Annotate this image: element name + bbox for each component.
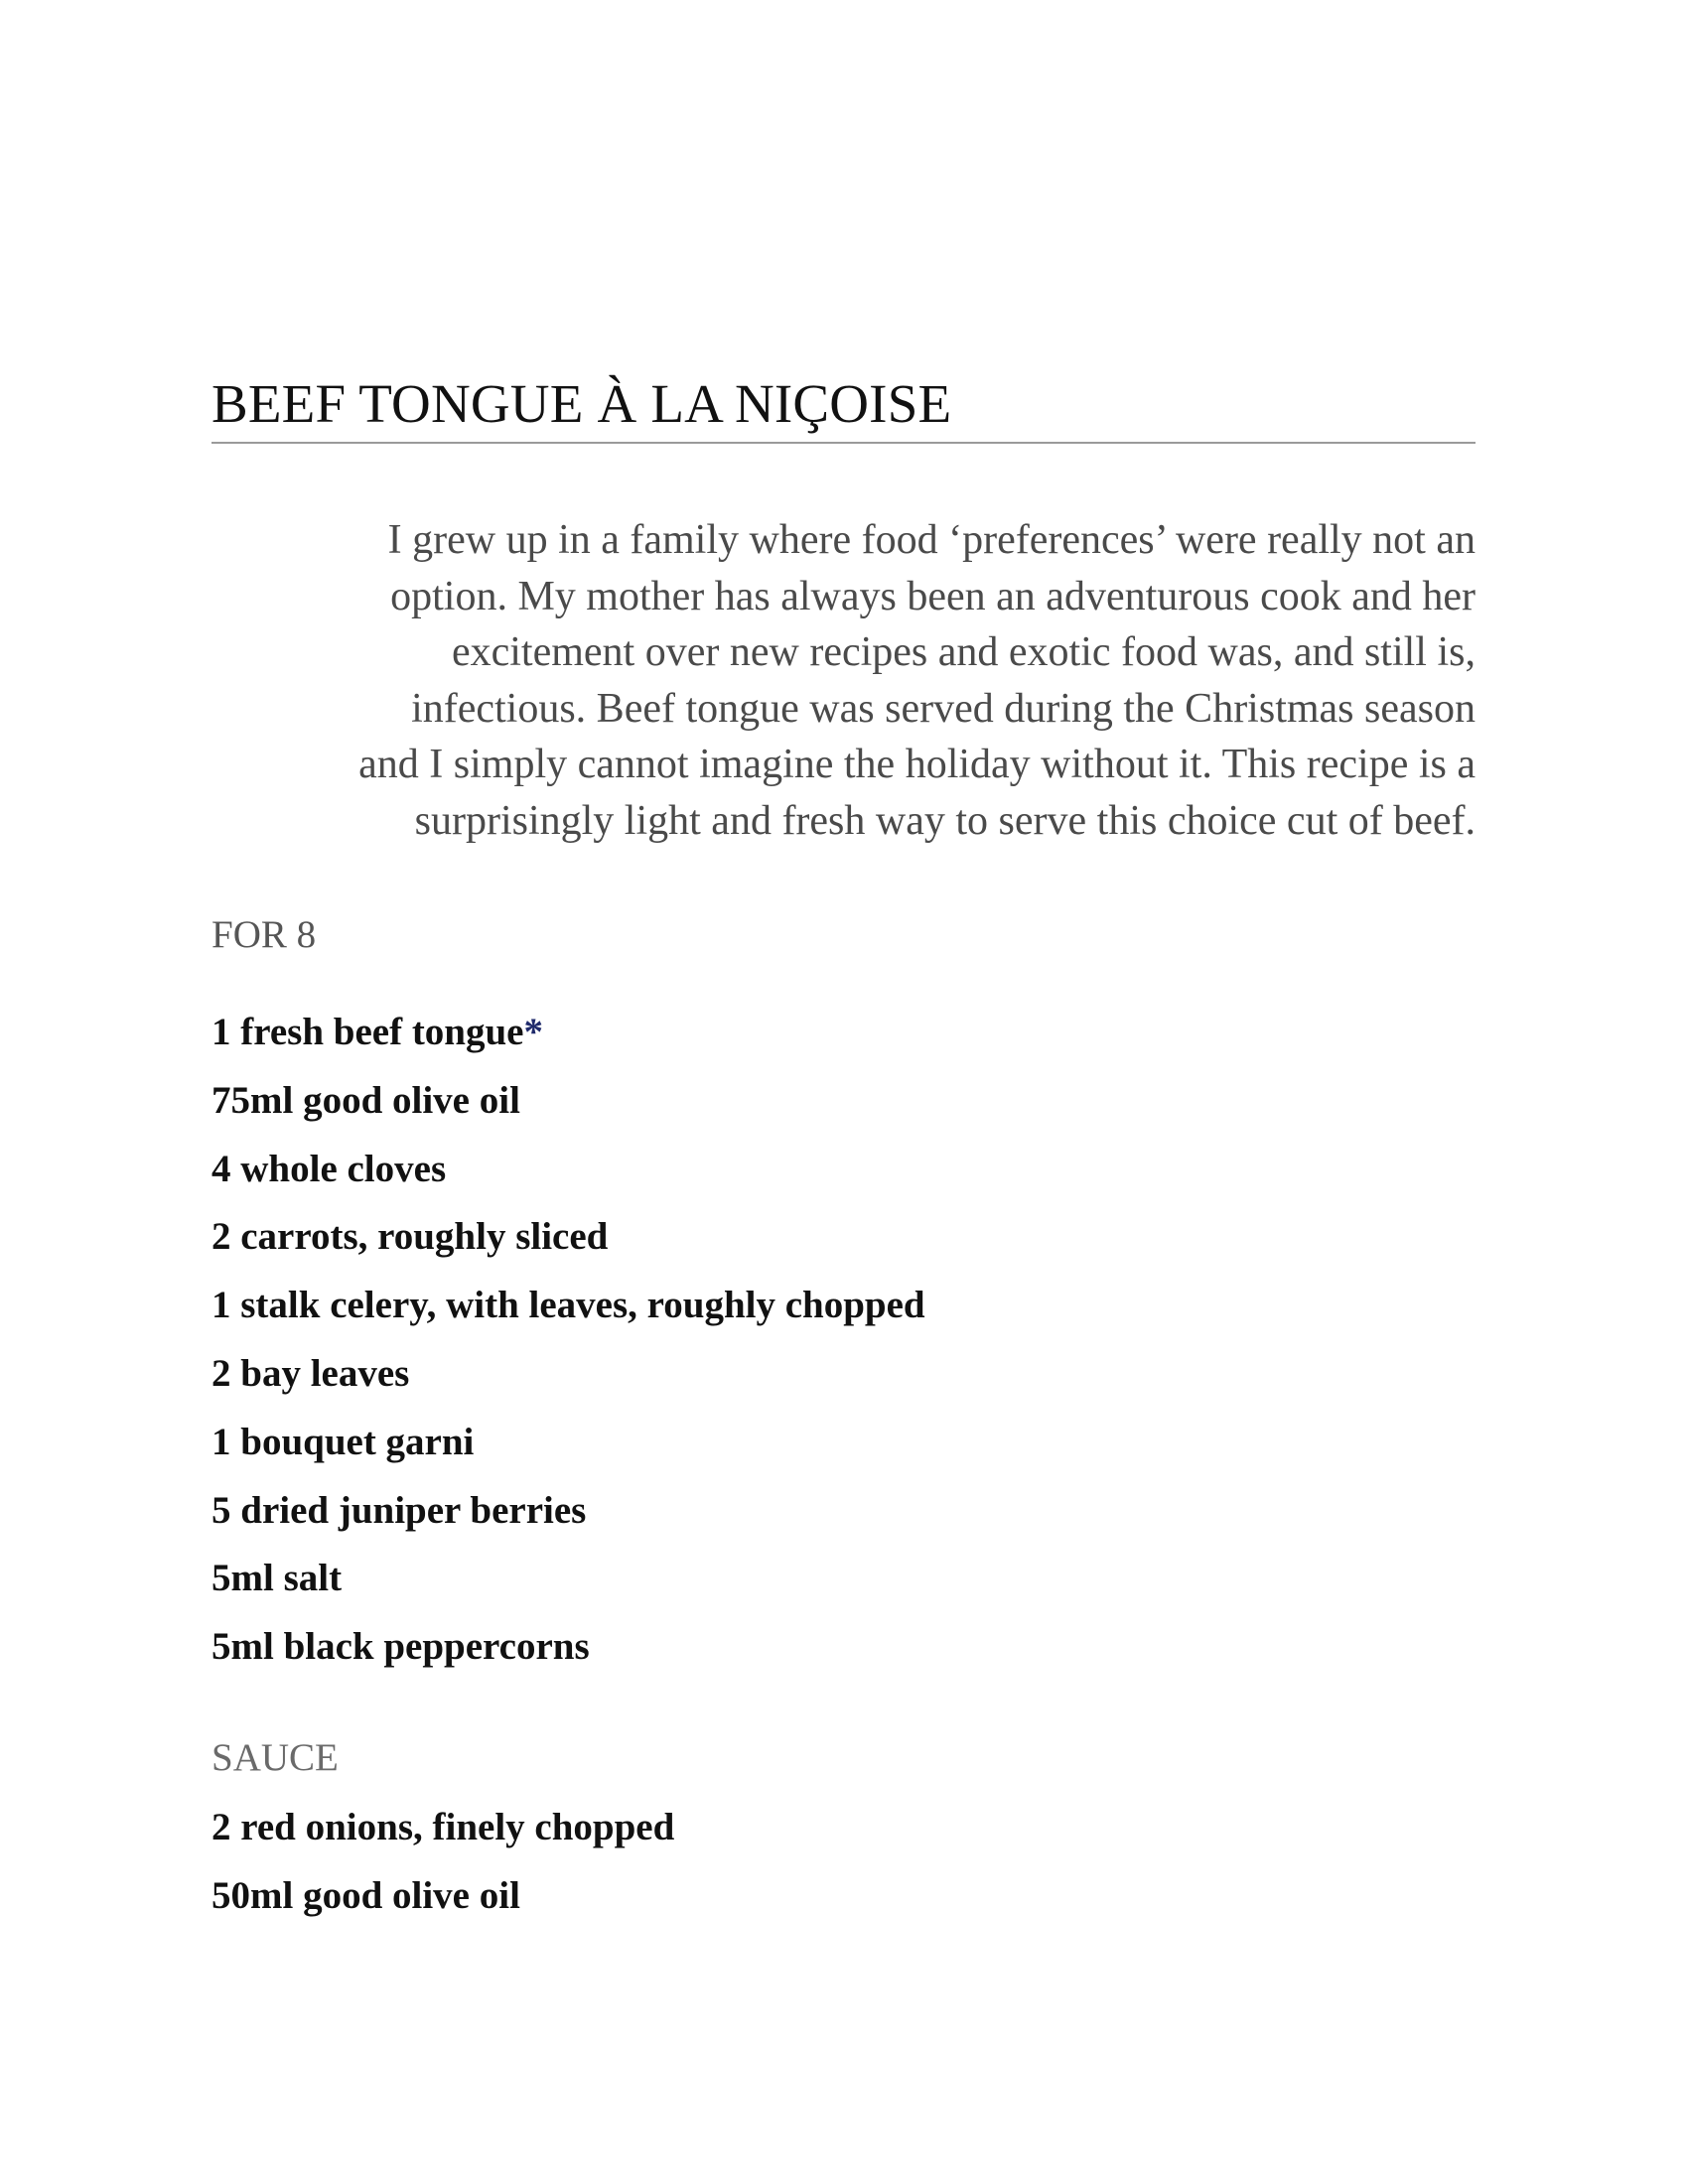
intro-line: I grew up in a family where food ‘preferences’ were really not an: [387, 517, 1476, 563]
ingredient-item: 2 bay leaves: [211, 1351, 410, 1395]
ingredient-item: 75ml good olive oil: [211, 1078, 520, 1122]
intro-line: infectious. Beef tongue was served during the Christmas season: [411, 685, 1476, 732]
sauce-ingredient-item: 2 red onions, finely chopped: [211, 1806, 675, 1848]
ingredient-item: 4 whole cloves: [211, 1147, 447, 1190]
recipe-title: BEEF TONGUE À LA NIÇOISE: [211, 373, 952, 434]
recipe-intro: [211, 512, 1476, 849]
sauce-ingredient-list: [211, 1794, 674, 1931]
ingredient-item: 5ml black peppercorns: [211, 1625, 590, 1669]
footnote-link[interactable]: *: [523, 1011, 543, 1053]
servings-label: FOR 8: [211, 913, 317, 956]
intro-line: excitement over new recipes and exotic food was, and still is,: [451, 629, 1476, 675]
ingredient-item: 1 bouquet garni: [211, 1420, 475, 1463]
ingredient-item: 2 carrots, roughly sliced: [211, 1215, 609, 1259]
recipe-page: [211, 0, 1476, 2184]
intro-line: option. My mother has always been an adventurous cook and her: [390, 573, 1476, 619]
ingredient-item: [211, 999, 925, 1067]
title-divider: [211, 442, 1476, 444]
ingredient-item: 5ml salt: [211, 1557, 343, 1600]
ingredient-list: [211, 999, 925, 1682]
intro-line: surprisingly light and fresh way to serve this choice cut of beef.: [414, 797, 1476, 844]
sauce-heading: SAUCE: [211, 1736, 339, 1779]
ingredient-item: 1 stalk celery, with leaves, roughly chopped: [211, 1284, 925, 1327]
ingredient-text: 1 fresh beef tongue: [211, 1011, 524, 1053]
ingredient-item: 5 dried juniper berries: [211, 1488, 587, 1532]
sauce-ingredient-item: 50ml good olive oil: [211, 1873, 520, 1917]
intro-line: and I simply cannot imagine the holiday without it. This recipe is a: [358, 742, 1476, 787]
